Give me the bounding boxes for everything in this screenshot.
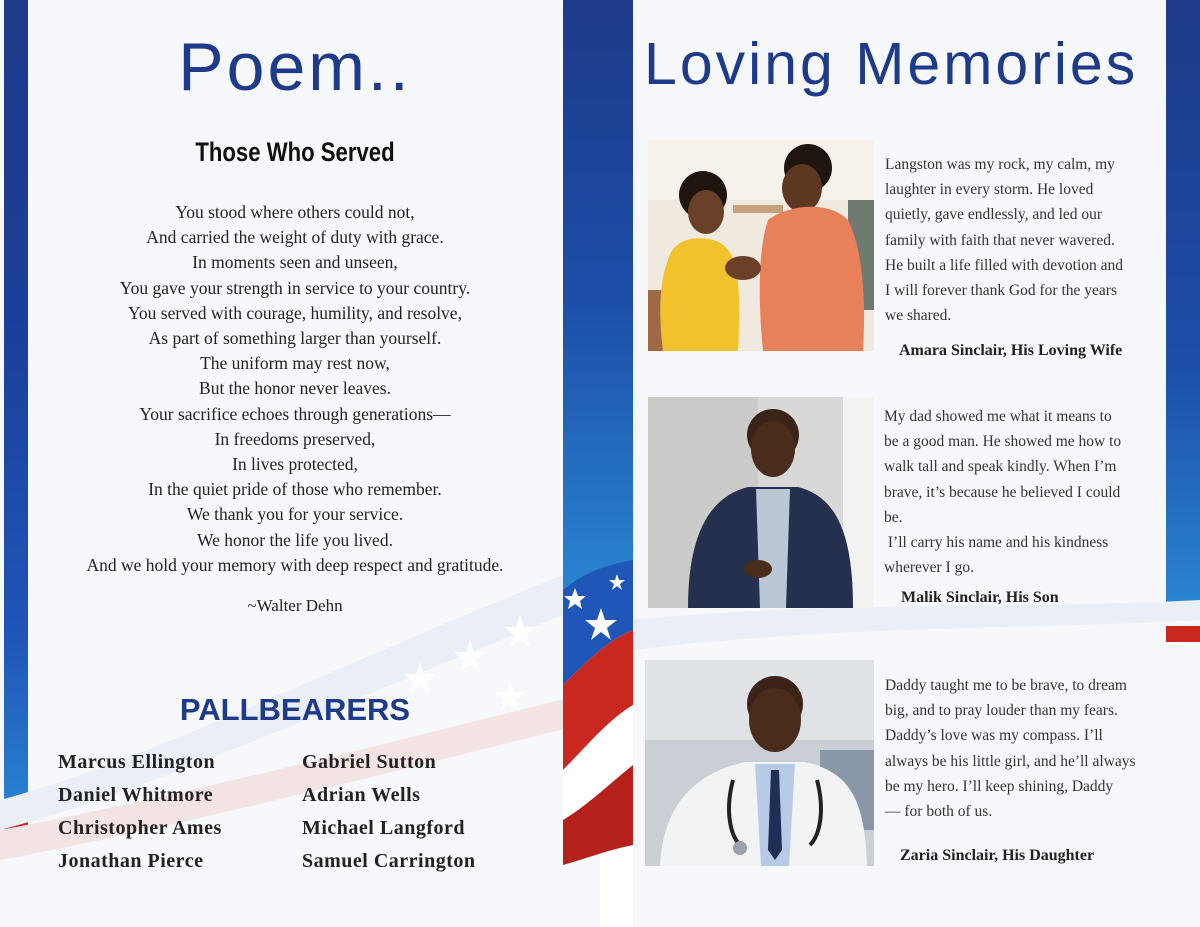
poem-line: The uniform may rest now, [200, 353, 390, 374]
memory-line: Langston was my rock, my calm, my [885, 156, 1115, 173]
poem-line: And we hold your memory with deep respect and gratitude. [86, 554, 504, 575]
pallbearer-name: Christopher Ames [58, 817, 222, 839]
memory-text-wife [885, 152, 1175, 328]
pallbearer-name: Marcus Ellington [58, 751, 216, 773]
poem-line: But the honor never leaves. [199, 378, 391, 399]
memory-line: always be his little girl, and he’ll always [885, 752, 1136, 770]
memory-signature-wife: Amara Sinclair, His Loving Wife [899, 342, 1123, 359]
memory-line: Daddy’s love was my compass. I’ll [885, 727, 1103, 745]
poem-author: ~Walter Dehn [247, 596, 343, 615]
poem-title: Those Who Served [195, 137, 395, 167]
memories-heading: Loving Memories [644, 31, 1139, 97]
poem-line: Your sacrifice echoes through generations— [139, 403, 451, 424]
poem-body [40, 200, 550, 578]
center-flag-wave [563, 560, 633, 865]
memory-line: be a good man. He showed me how to [884, 433, 1122, 451]
memory-line: — for both of us. [885, 803, 993, 821]
son-speaking-photo [648, 397, 874, 608]
memory-line: be. [884, 508, 903, 526]
memory-signature-daughter: Zaria Sinclair, His Daughter [900, 847, 1095, 864]
poem-line: And carried the weight of duty with grace. [146, 227, 444, 248]
doctor-portrait-photo [645, 660, 874, 866]
pallbearer-name: Jonathan Pierce [58, 850, 204, 872]
memory-signature-son: Malik Sinclair, His Son [901, 589, 1059, 606]
poem-line: You served with courage, humility, and resolve, [128, 302, 462, 323]
memory-line: My dad showed me what it means to [884, 408, 1112, 425]
poem-heading: Poem.. [178, 29, 412, 105]
memory-text-daughter [885, 673, 1185, 824]
memory-text-son [884, 404, 1174, 580]
poem-line: You stood where others could not, [175, 202, 415, 222]
memory-line: brave, it’s because he believed I could [884, 483, 1121, 501]
memory-line: laughter in every storm. He loved [885, 181, 1094, 199]
memory-line: I will forever thank God for the years [885, 282, 1117, 300]
memory-line: quietly, gave endlessly, and led our [885, 206, 1103, 224]
poem-line: In the quiet pride of those who remember. [148, 479, 442, 500]
pallbearer-name: Michael Langford [302, 817, 465, 839]
poem-line: We thank you for your service. [186, 504, 404, 525]
memory-line: wherever I go. [884, 559, 974, 577]
pallbearer-name: Samuel Carrington [302, 850, 476, 872]
center-flag-band [563, 0, 633, 600]
poem-line: In lives protected, [232, 454, 358, 475]
memory-line: we shared. [885, 307, 952, 325]
poem-line: We honor the life you lived. [197, 529, 393, 550]
pallbearer-name: Daniel Whitmore [58, 784, 214, 806]
memory-line: I’ll carry his name and his kindness [884, 534, 1109, 552]
poem-line: As part of something larger than yourself. [148, 328, 442, 349]
pallbearers-column-2 [302, 746, 476, 878]
right-page [633, 0, 1200, 927]
poem-line: You gave your strength in service to your country. [119, 277, 471, 298]
pallbearer-name: Gabriel Sutton [302, 751, 437, 773]
memory-line: family with faith that never wavered. [885, 231, 1115, 249]
memory-line: Daddy taught me to be brave, to dream [885, 677, 1127, 694]
memory-line: He built a life filled with devotion and [885, 256, 1124, 274]
memory-line: big, and to pray louder than my fears. [885, 702, 1118, 720]
pallbearer-name: Adrian Wells [302, 784, 421, 806]
pallbearers-heading: PALLBEARERS [179, 692, 411, 727]
poem-line: In freedoms preserved, [214, 428, 376, 449]
memory-line: walk tall and speak kindly. When I’m [884, 458, 1117, 476]
poem-line: In moments seen and unseen, [192, 252, 398, 273]
memory-line: be my hero. I’ll keep shining, Daddy [885, 777, 1114, 795]
pallbearers-column-1 [58, 746, 222, 878]
couple-dancing-photo [648, 140, 874, 351]
